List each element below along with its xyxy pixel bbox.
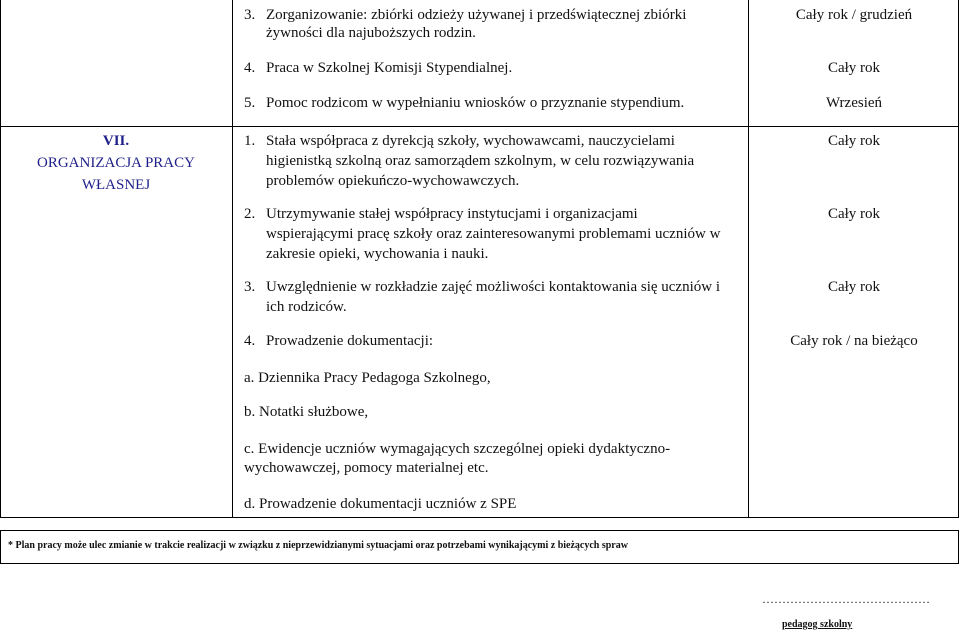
section-title-line: ORGANIZACJA PRACY (37, 155, 195, 171)
list-item-text: b. Notatki służbowe, (244, 404, 369, 420)
row-number: 1. (244, 133, 256, 149)
row-time: Cały rok (827, 206, 881, 222)
row-text-line: Zorganizowanie: zbiórki odzieży używanej i przedświątecznej zbiórki (266, 7, 687, 23)
row-text-line: Praca w Szkolnej Komisji Stypendialnej. (266, 60, 513, 76)
row-number: 3. (244, 279, 256, 295)
table-left-border (0, 0, 1, 518)
row-number: 4. (244, 60, 256, 76)
footnote-left-border (0, 530, 1, 564)
section-heading (0, 130, 232, 196)
row-number: 5. (244, 95, 256, 111)
row-number: 4. (244, 333, 256, 349)
section-title-line: WŁASNEJ (81, 177, 151, 193)
row-text-line: Uwzględnienie w rozkładzie zajęć możliwości kontaktowania się uczniów i (266, 279, 720, 295)
row-text-line: zakresie opieki, wychowania i nauki. (266, 246, 489, 262)
column-divider-left (232, 0, 233, 518)
footnote-right-border (958, 530, 959, 564)
footnote-bottom-line (0, 563, 959, 564)
list-item-text: a. Dziennika Pracy Pedagoga Szkolnego, (244, 370, 491, 386)
list-item-text: c. Ewidencje uczniów wymagających szczególnej opieki dydaktyczno- (244, 441, 671, 457)
row-number: 2. (244, 206, 256, 222)
footnote: * Plan pracy może ulec zmianie w trakcie realizacji w związku z nieprzewidzianymi sytuacjami oraz potrzebami wynikającymi z bieżących spraw (8, 540, 628, 551)
row-time: Cały rok (827, 279, 881, 295)
row-text-line: problemów opiekuńczo-wychowawczych. (266, 173, 520, 189)
row-text-line: ich rodziców. (266, 299, 347, 315)
row-number: 3. (244, 7, 256, 23)
row-text-line: Prowadzenie dokumentacji: (266, 333, 434, 349)
list-item-text: wychowawczej, pomocy materialnej etc. (244, 460, 489, 476)
row-time: Cały rok / grudzień (795, 7, 913, 23)
list-item-text: d. Prowadzenie dokumentacji uczniów z SPE (244, 496, 517, 512)
row-text-line: Stała współpraca z dyrekcją szkoły, wychowawcami, nauczycielami (266, 133, 675, 149)
signature-label: pedagog szkolny (782, 619, 853, 630)
table-bottom-line (0, 517, 959, 518)
section-roman-number: VII. (102, 133, 130, 149)
row-time: Cały rok / na bieżąco (790, 333, 918, 349)
row-text-line: Utrzymywanie stałej współpracy instytucjami i organizacjami (266, 206, 638, 222)
row-text-line: higienistką szkolną oraz samorządem szkolnym, w celu rozwiązywania (266, 153, 695, 169)
row-text-line: żywności dla najuboższych rodzin. (266, 25, 476, 41)
signature-line: …………………………………… (762, 592, 930, 606)
row-text-line: Pomoc rodzicom w wypełnianiu wniosków o przyznanie stypendium. (266, 95, 685, 111)
section-divider-line (0, 126, 959, 127)
row-text-line: wspierającymi pracę szkoły oraz zainteresowanymi problemami uczniów w (266, 226, 721, 242)
row-time: Wrzesień (825, 95, 883, 111)
row-time: Cały rok (827, 60, 881, 76)
row-time: Cały rok (827, 133, 881, 149)
footnote-top-line (0, 530, 959, 531)
